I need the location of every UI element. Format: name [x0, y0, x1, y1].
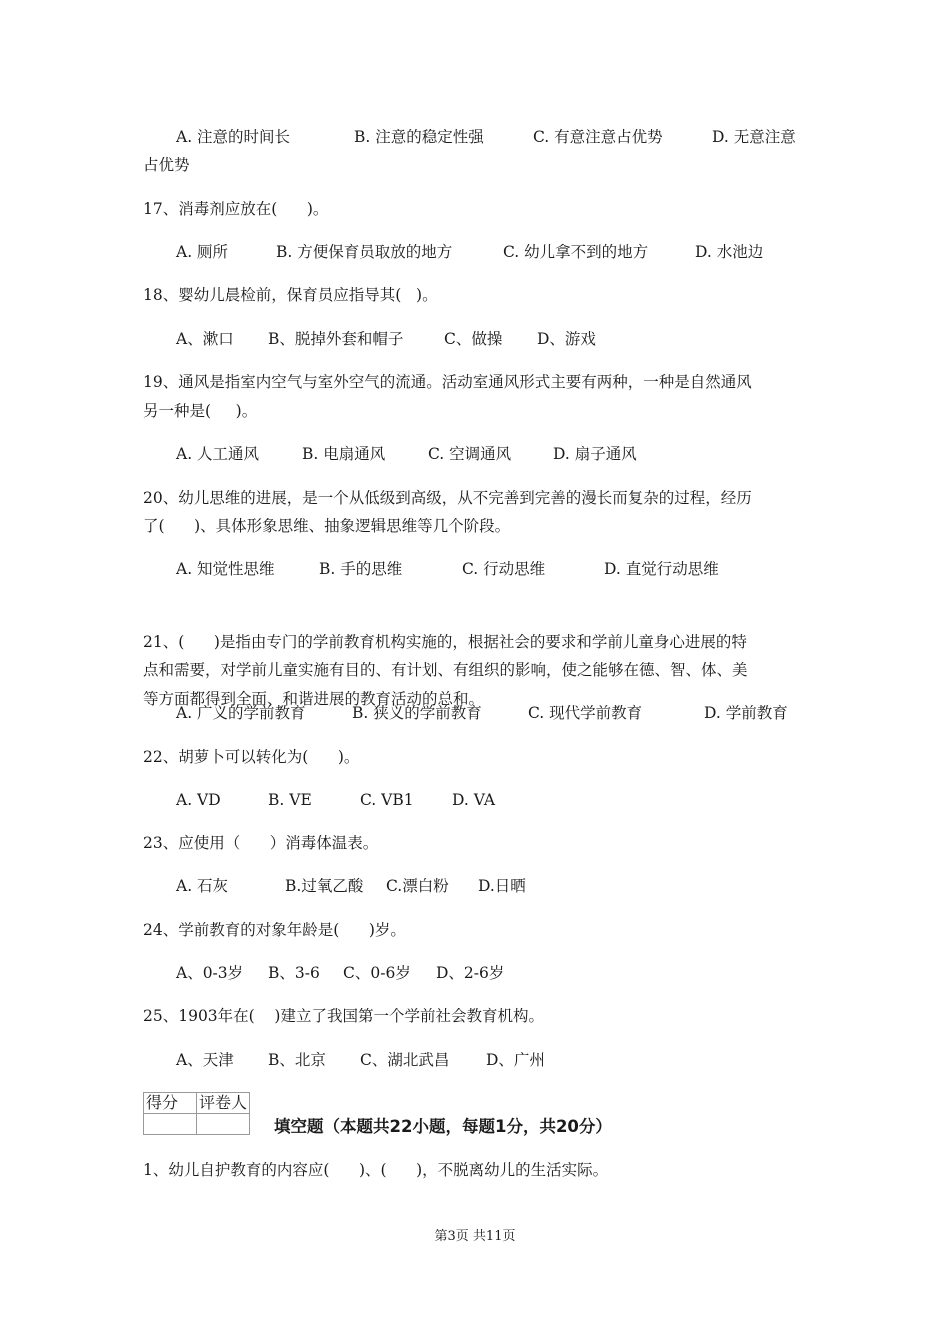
q17-option-a: A. 厕所 [176, 243, 229, 261]
q22-option-c: C. VB1 [360, 791, 414, 809]
score-box [143, 1092, 250, 1135]
q20-stem-line1: 20、幼儿思维的进展，是一个从低级到高级，从不完善到完善的漫长而复杂的过程，经历 [143, 489, 752, 507]
q17-option-d: D. 水池边 [695, 243, 764, 261]
q23-option-c: C.漂白粉 [386, 877, 449, 895]
q25-option-a: A、天津 [176, 1051, 234, 1069]
q20-option-d: D. 直觉行动思维 [604, 560, 719, 578]
q24-option-a: A、0-3岁 [176, 964, 244, 982]
q20-stem-line2: 了( )、具体形象思维、抽象逻辑思维等几个阶段。 [143, 517, 511, 535]
page-footer: 第3页 共11页 [434, 1229, 516, 1244]
q19-stem-line2: 另一种是( )。 [143, 402, 258, 420]
q25-option-b: B、北京 [268, 1051, 326, 1069]
q23-option-b: B.过氧乙酸 [285, 877, 364, 895]
q23-option-d: D.日晒 [478, 877, 526, 895]
q19-option-b: B. 电扇通风 [302, 445, 386, 463]
q18-option-a: A、漱口 [176, 330, 234, 348]
q25-option-d: D、广州 [486, 1051, 545, 1069]
section-title: 填空题（本题共22小题，每题1分，共20分） [274, 1117, 612, 1136]
q17-stem: 17、消毒剂应放在( )。 [143, 200, 329, 218]
q21-stem-line2: 点和需要，对学前儿童实施有目的、有计划、有组织的影响，使之能够在德、智、体、美 [143, 661, 748, 679]
q18-option-b: B、脱掉外套和帽子 [268, 330, 404, 348]
fill-q1-stem: 1、幼儿自护教育的内容应( )、( )，不脱离幼儿的生活实际。 [143, 1161, 609, 1179]
q21-option-d: D. 学前教育 [704, 704, 788, 722]
q16-option-d-continued: 占优势 [143, 156, 190, 174]
q19-stem-line1: 19、通风是指室内空气与室外空气的流通。活动室通风形式主要有两种，一种是自然通风 [143, 373, 752, 391]
q20-option-c: C. 行动思维 [462, 560, 546, 578]
score-label: 得分 [144, 1093, 197, 1114]
q19-option-d: D. 扇子通风 [553, 445, 637, 463]
q25-stem: 25、1903年在( )建立了我国第一个学前社会教育机构。 [143, 1007, 544, 1025]
q23-stem: 23、应使用（ ）消毒体温表。 [143, 834, 379, 852]
q24-option-d: D、2-6岁 [436, 964, 505, 982]
q16-option-a: A. 注意的时间长 [176, 128, 291, 146]
q23-option-a: A. 石灰 [176, 877, 229, 895]
reviewer-cell [197, 1114, 250, 1135]
q22-stem: 22、胡萝卜可以转化为( )。 [143, 748, 360, 766]
q21-option-a: A. 广义的学前教育 [176, 704, 306, 722]
q16-option-b: B. 注意的稳定性强 [354, 128, 484, 146]
q22-option-d: D. VA [452, 791, 496, 809]
q21-option-c: C. 现代学前教育 [528, 704, 643, 722]
q17-option-c: C. 幼儿拿不到的地方 [503, 243, 649, 261]
q18-option-d: D、游戏 [537, 330, 596, 348]
q22-option-b: B. VE [268, 791, 312, 809]
q17-option-b: B. 方便保育员取放的地方 [276, 243, 453, 261]
q21-stem-line1: 21、( )是指由专门的学前教育机构实施的，根据社会的要求和学前儿童身心进展的特 [143, 633, 747, 651]
q20-option-a: A. 知觉性思维 [176, 560, 275, 578]
q24-option-c: C、0-6岁 [343, 964, 411, 982]
q22-option-a: A. VD [176, 791, 221, 809]
q18-option-c: C、做操 [444, 330, 503, 348]
q20-option-b: B. 手的思维 [319, 560, 403, 578]
q24-option-b: B、3-6 [268, 964, 320, 982]
q16-option-c: C. 有意注意占优势 [533, 128, 663, 146]
reviewer-label: 评卷人 [197, 1093, 250, 1114]
q19-option-a: A. 人工通风 [176, 445, 260, 463]
q24-stem: 24、学前教育的对象年龄是( )岁。 [143, 921, 406, 939]
q21-stem-line3: 等方面都得到全面、和谐进展的教育活动的总和。 [143, 690, 485, 708]
q18-stem: 18、婴幼儿晨检前，保育员应指导其( )。 [143, 286, 438, 304]
q21-option-b: B. 狭义的学前教育 [352, 704, 482, 722]
q16-option-d: D. 无意注意 [712, 128, 796, 146]
score-cell [144, 1114, 197, 1135]
q25-option-c: C、湖北武昌 [360, 1051, 450, 1069]
q19-option-c: C. 空调通风 [428, 445, 512, 463]
